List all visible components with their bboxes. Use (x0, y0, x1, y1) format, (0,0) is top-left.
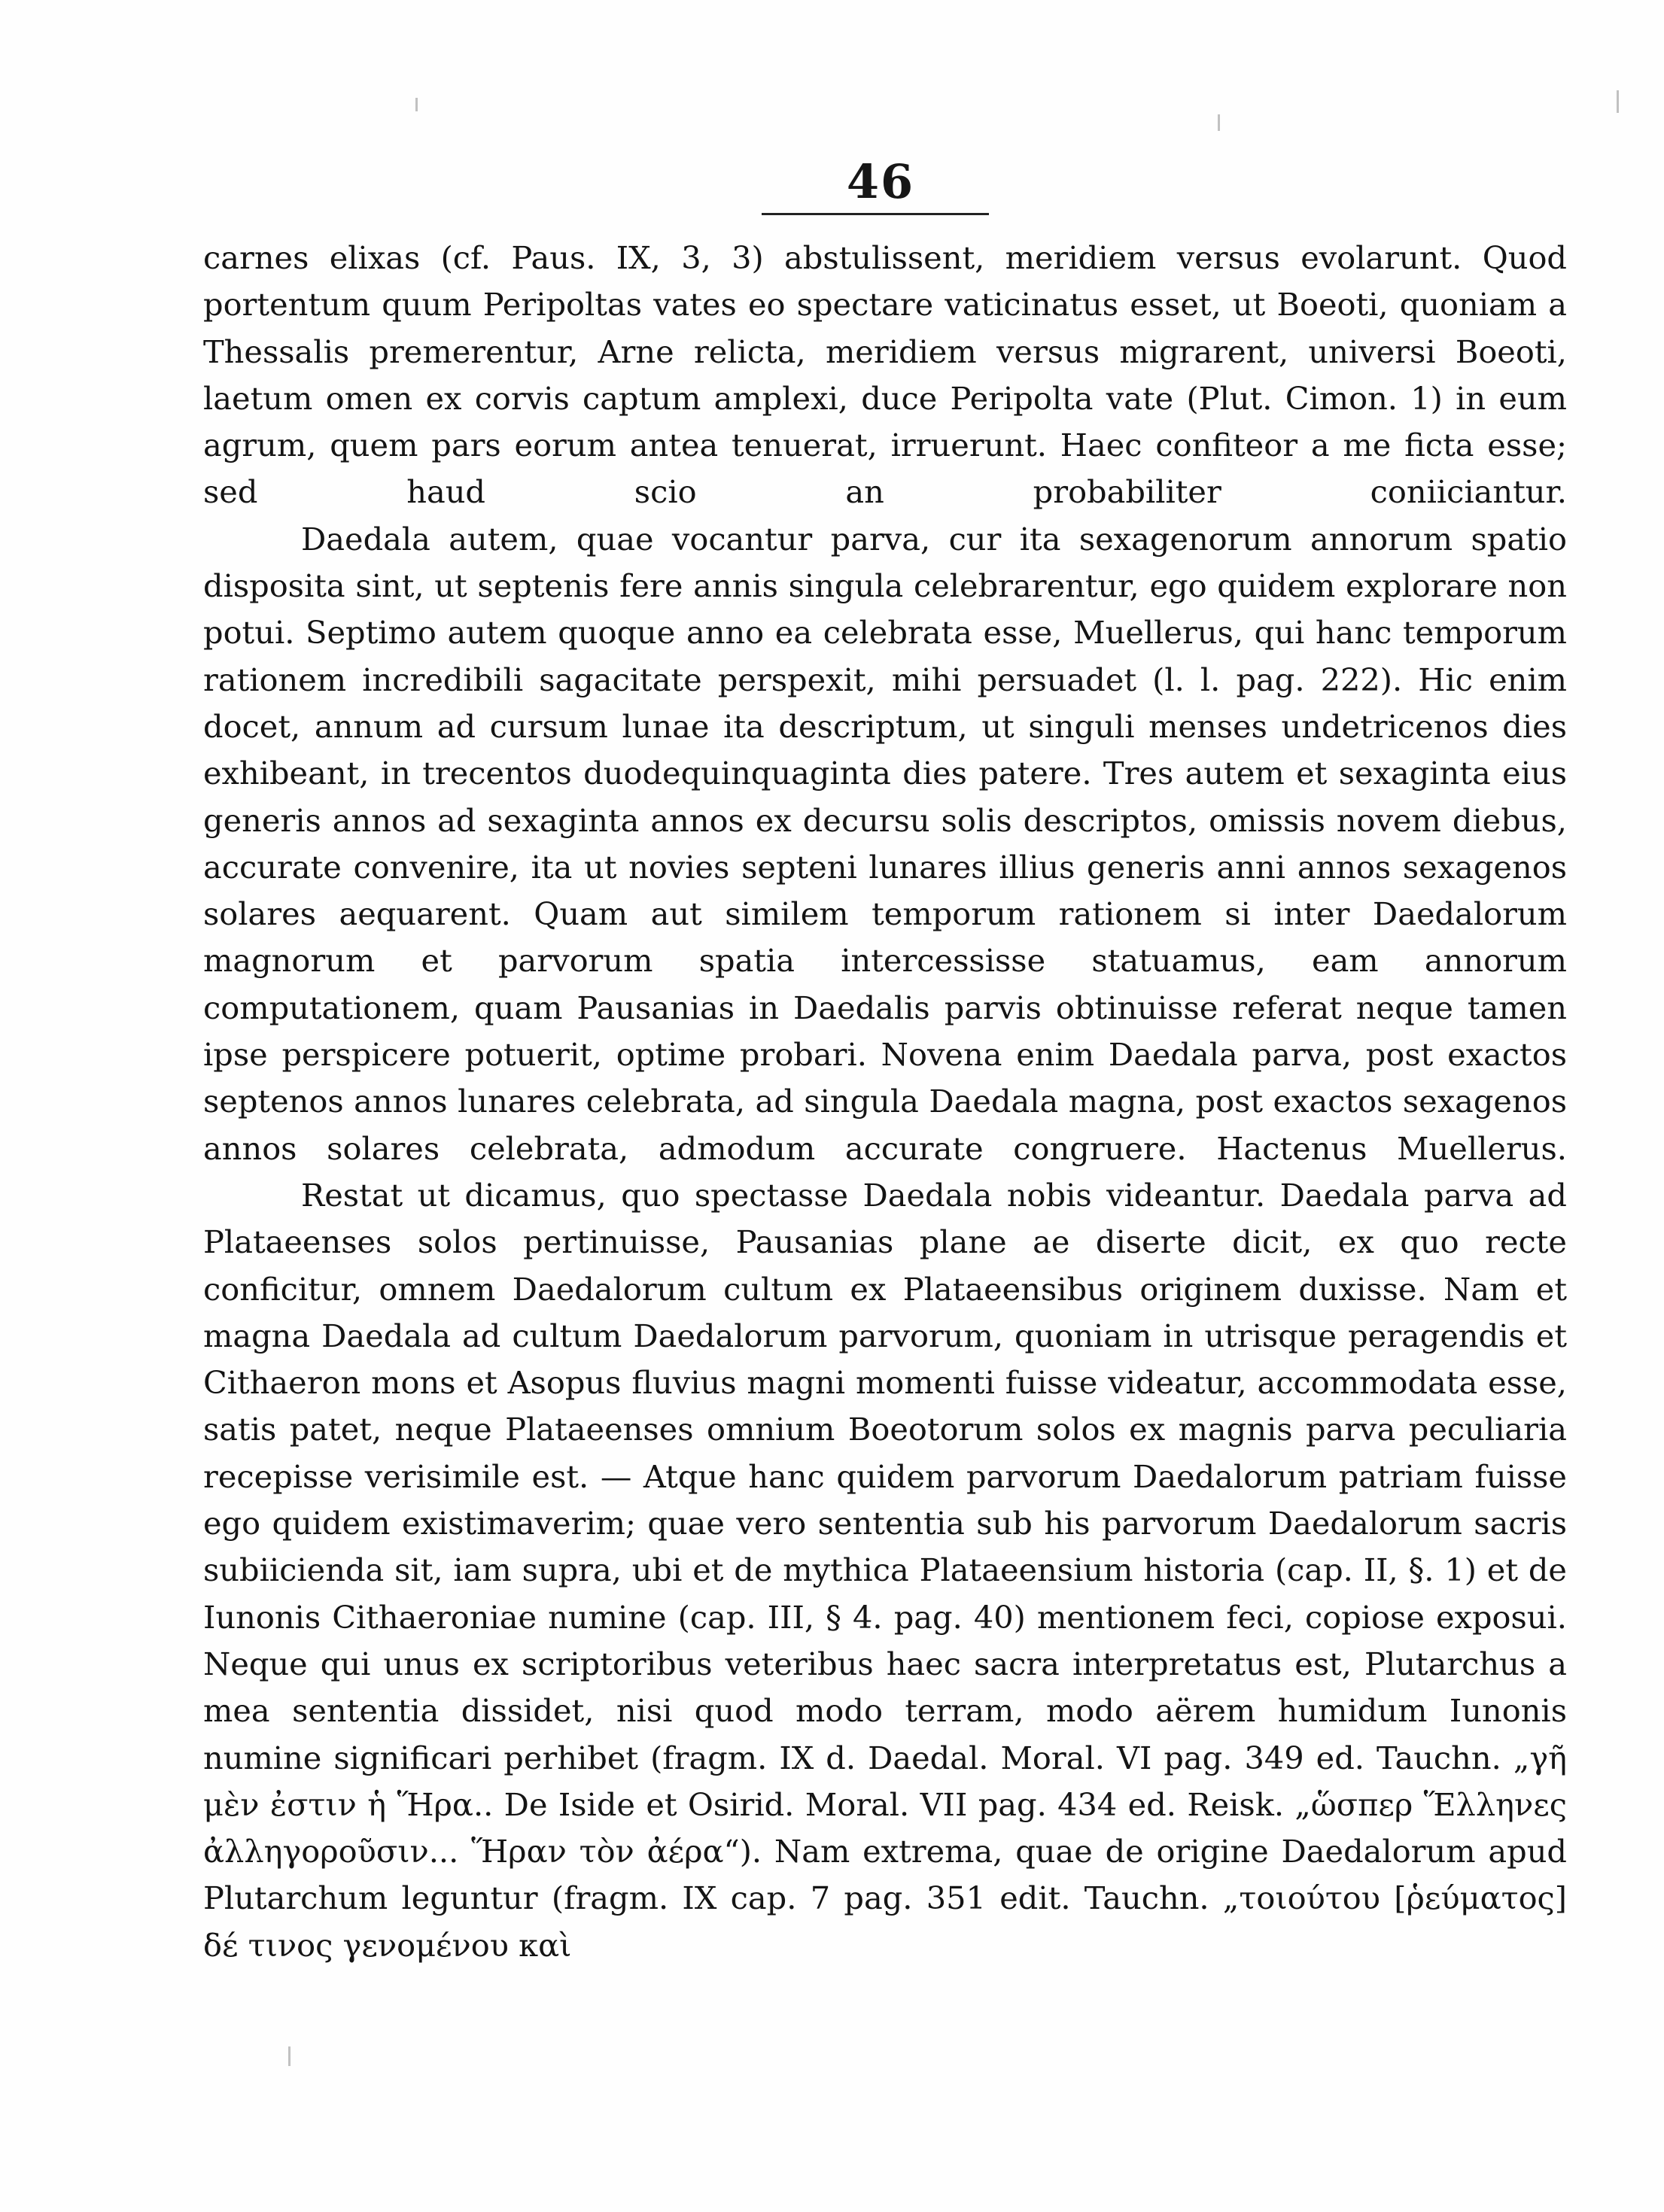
paragraph-1: carnes elixas (cf. Paus. IX, 3, 3) abstulissent, meridiem versus evolarunt. Quod portentum quum Peripoltas vates eo spectare vaticinatus esset, ut Boeoti, quoniam a Thessalis premerentur, Arne relicta, meridiem versus migrarent, universi Boeoti, laetum omen ex corvis captum amplexi, duce Peripolta vate (Plut. Cimon. 1) in eum agrum, quem pars eorum antea tenuerat, irruerunt. Haec confiteor a me ficta esse; sed haud scio an probabiliter coniiciantur. (203, 239, 1567, 511)
paragraph-2: Daedala autem, quae vocantur parva, cur ita sexagenorum annorum spatio disposita sint, ut septenis fere annis singula celebrarentur, ego quidem explorare non potui. Septimo autem quoque anno ea celebrata esse, Muellerus, qui hanc temporum rationem incredibili sagacitate perspexit, mihi persuadet (l. l. pag. 222). Hic enim docet, annum ad cursum lunae ita descriptum, ut singuli menses undetricenos dies exhibeant, in trecentos duodequinquaginta dies patere. Tres autem et sexaginta eius generis annos ad sexaginta annos ex decursu solis descriptos, omissis novem diebus, accurate convenire, ita ut novies septeni lunares illius generis anni annos sexagenos solares aequarent. Quam aut similem temporum rationem si inter Daedalorum magnorum et parvorum spatia intercessisse statuamus, eam annorum computationem, quam Pausanias in Daedalis parvis obtinuisse referat neque tamen ipse perspicere potuerit, optime probari. Novena enim Daedala parva, post exactos septenos annos lunares celebrata, ad singula Daedala magna, post exactos sexagenos annos solares celebrata, admodum accurate congruere. Hactenus Muellerus. (203, 520, 1567, 1167)
body-text (203, 235, 1567, 1969)
scan-speck (288, 2046, 291, 2066)
paragraph-3: Restat ut dicamus, quo spectasse Daedala nobis videantur. Daedala parva ad Plataeenses solos pertinuisse, Pausanias plane ae diserte dicit, ex quo recte conficitur, omnem Daedalorum cultum ex Plataeensibus originem duxisse. Nam et magna Daedala ad cultum Daedalorum parvorum, quoniam in utrisque peragendis et Cithaeron mons et Asopus fluvius magni momenti fuisse videatur, accommodata esse, satis patet, neque Plataeenses omnium Boeotorum solos ex magnis parva peculiaria recepisse verisimile est. — Atque hanc quidem parvorum Daedalorum patriam fuisse ego quidem existimaverim; quae vero sententia sub his parvorum Daedalorum sacris subiicienda sit, iam supra, ubi et de mythica Plataeensium historia (cap. II, §. 1) et de Iunonis Cithaeroniae numine (cap. III, § 4. pag. 40) mentionem feci, copiose exposui. Neque qui unus ex scriptoribus veteribus haec sacra interpretatus est, Plutarchus a mea sententia dissidet, nisi quod modo terram, modo aërem humidum Iunonis numine significari perhibet (fragm. IX d. Daedal. Moral. VI pag. 349 ed. Tauchn. „γῆ μὲν ἐστιν ἡ Ἥρα.. De Iside et Osirid. Moral. VII pag. 434 ed. Reisk. „ὥσπερ Ἕλληνες ἀλληγοροῦσιν... Ἥραν τὸν ἀέρα“). Nam extrema, quae de origine Daedalorum apud Plutarchum leguntur (fragm. IX cap. 7 pag. 351 edit. Tauchn. „τοιούτου [ῥεύματος] δέ τινος γενομένου καὶ (203, 1176, 1567, 1964)
page-number: 46 (846, 154, 915, 209)
scan-speck (1218, 114, 1220, 131)
scan-speck (415, 98, 418, 111)
scan-speck (1617, 90, 1619, 113)
header-rule (762, 213, 989, 215)
